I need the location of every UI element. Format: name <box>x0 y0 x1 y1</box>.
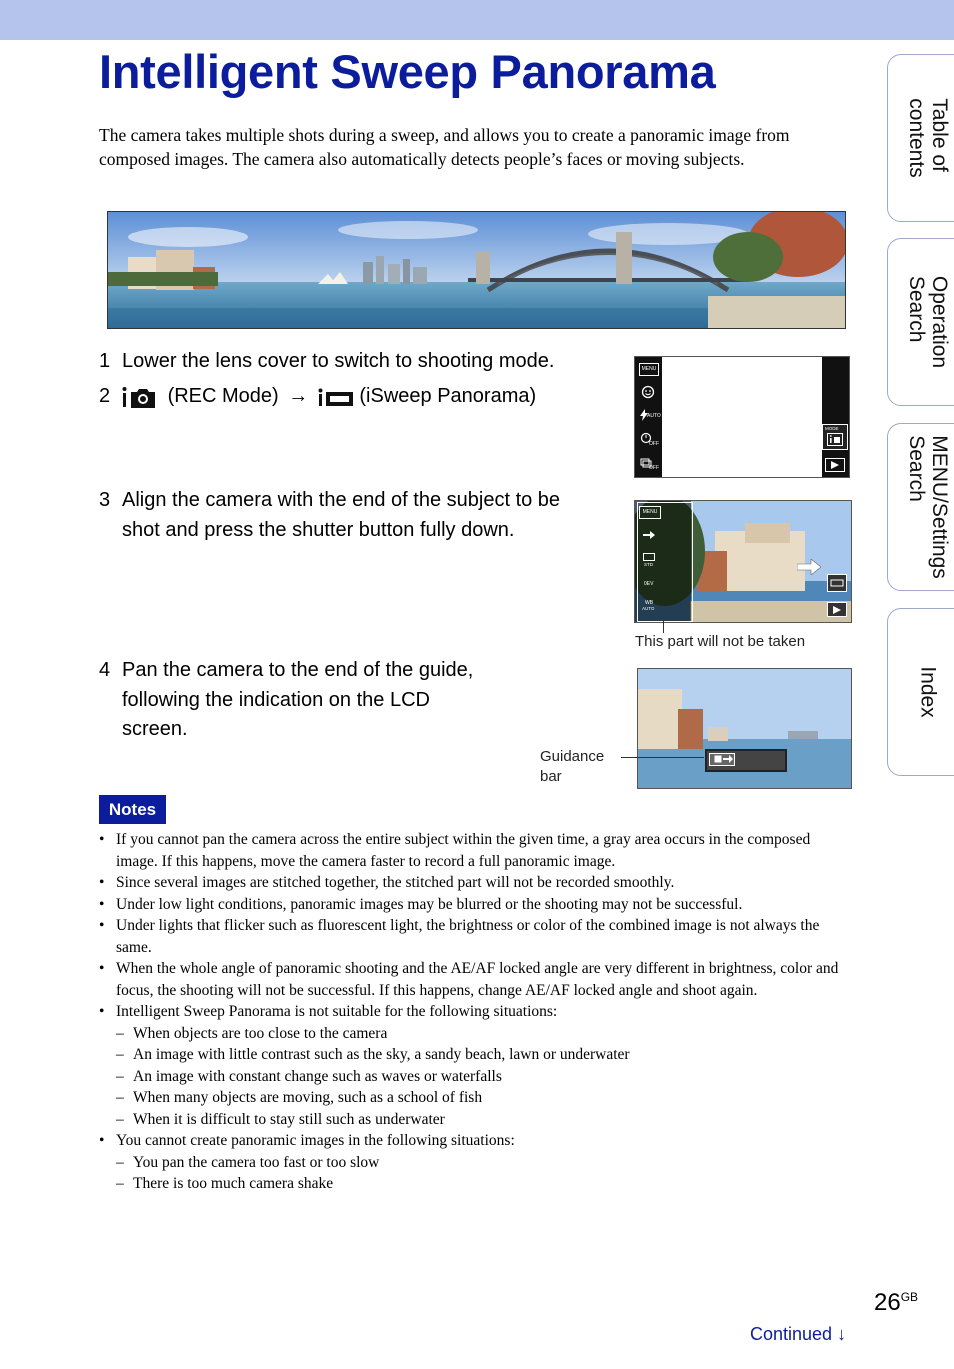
step-2 <box>99 382 619 412</box>
dash: – <box>116 1110 124 1128</box>
frame-icon <box>714 755 722 763</box>
rec-mode-label: (REC Mode) <box>167 385 279 407</box>
lcd-menu-button[interactable]: MENU <box>639 363 659 376</box>
face-icon <box>641 385 655 399</box>
sub-item <box>116 1066 839 1088</box>
isweep-panorama-icon <box>318 386 354 408</box>
tab-label <box>905 435 951 579</box>
bullet: • <box>99 895 105 913</box>
step-4 <box>99 656 539 746</box>
dash: – <box>116 1175 124 1192</box>
lcd-mode-screen <box>634 356 850 478</box>
bullet: • <box>99 917 105 934</box>
note-item <box>99 958 839 1001</box>
guidance-caption <box>540 747 604 787</box>
panorama-photo <box>107 211 846 329</box>
step-text-line: Pan the camera to the end of the guide, <box>122 659 474 681</box>
cannot-create-list <box>116 1152 839 1195</box>
tab-menu-settings-search[interactable] <box>887 423 954 591</box>
tab-label-line: Table of <box>928 98 951 172</box>
lcd-panorama-start <box>634 500 852 623</box>
continued-link[interactable] <box>750 1324 846 1345</box>
wb-mode-label: AUTO <box>642 606 655 611</box>
tab-table-of-contents[interactable] <box>887 54 954 222</box>
step-number: 1 <box>99 350 111 372</box>
wb-label: WB <box>645 600 654 606</box>
tab-label-line: MENU/Settings <box>928 435 951 579</box>
bullet: • <box>99 831 105 848</box>
image-size-label: STD <box>644 562 653 567</box>
lcd-playback-button[interactable] <box>827 602 847 617</box>
flash-mode-label: AUTO <box>647 413 661 419</box>
notes-list <box>99 829 839 1195</box>
sub-item <box>116 1087 839 1109</box>
unsuitable-situations-list <box>116 1023 839 1131</box>
not-taken-caption: This part will not be taken <box>635 633 806 650</box>
isweep-label: (iSweep Panorama) <box>359 385 537 407</box>
page-suffix: GB <box>900 1290 919 1304</box>
image-size-icon <box>643 553 655 561</box>
step-text-line: screen. <box>122 718 188 740</box>
step-text: Lower the lens cover to switch to shooting mode. <box>122 350 555 372</box>
note-text: If you cannot pan the camera across the entire subject within the given time, a gray area occurs in the composed image. If this happens, move the camera faster to record a full panoramic image. <box>116 831 811 870</box>
sub-text: When objects are too close to the camera <box>133 1024 388 1042</box>
step-number: 4 <box>99 659 111 681</box>
note-text: Since several images are stitched together, the stitched part will not be recorded smoothly. <box>116 874 675 891</box>
note-text: When the whole angle of panoramic shooting and the AE/AF locked angle are very different in brightness, color and focus, the shooting will not be successful. If this happens, change AE/AF locked angle and shoot again. <box>116 960 839 999</box>
step-1 <box>99 347 619 377</box>
sub-text: You pan the camera too fast or too slow <box>133 1153 380 1171</box>
tab-label-line: Operation <box>928 275 951 369</box>
note-item <box>99 1001 839 1130</box>
continued-label: Continued <box>750 1324 833 1344</box>
note-item <box>99 894 839 916</box>
pan-direction-arrow-icon <box>797 559 821 575</box>
dash: – <box>116 1153 124 1171</box>
sweep-mode-icon <box>827 574 847 592</box>
page-number-value: 26 <box>874 1289 901 1316</box>
step-number: 3 <box>99 489 111 511</box>
lcd-menu-button[interactable]: MENU <box>639 506 661 519</box>
sub-item <box>116 1044 839 1066</box>
note-text: Intelligent Sweep Panorama is not suitable for the following situations: <box>116 1003 558 1020</box>
bullet: • <box>99 1132 105 1149</box>
bullet: • <box>99 1003 105 1020</box>
rec-mode-icon <box>122 384 162 410</box>
direction-icon <box>643 531 655 539</box>
step-3 <box>99 486 619 546</box>
sub-item <box>116 1023 839 1045</box>
burst-label: OFF <box>649 465 659 471</box>
dash: – <box>116 1067 124 1085</box>
note-text: You cannot create panoramic images in the following situations: <box>116 1132 515 1149</box>
tab-label-line: Index <box>916 666 940 718</box>
play-icon <box>831 461 840 469</box>
sub-text: An image with constant change such as waves or waterfalls <box>133 1067 502 1085</box>
tab-label-line: contents <box>905 98 928 178</box>
dash: – <box>116 1024 124 1042</box>
arrow-icon: → <box>288 385 309 407</box>
bullet: • <box>99 874 105 891</box>
bullet: • <box>99 960 105 977</box>
step-text-line: shot and press the shutter button fully down. <box>122 518 515 541</box>
tab-label <box>905 276 951 368</box>
sub-item <box>116 1109 839 1131</box>
guidance-caption-line: bar <box>540 768 562 785</box>
sub-text: When it is difficult to stay still such as underwater <box>133 1110 445 1128</box>
step-text-line: Align the camera with the end of the subject to be <box>122 489 561 511</box>
sub-text: An image with little contrast such as the sky, a sandy beach, lawn or underwater <box>133 1046 630 1063</box>
callout-line <box>621 757 704 758</box>
note-item <box>99 872 839 894</box>
page-title: Intelligent Sweep Panorama <box>99 45 716 98</box>
guidance-caption-line: Guidance <box>540 748 605 765</box>
step-number: 2 <box>99 385 111 407</box>
notes-heading: Notes <box>99 795 166 824</box>
note-item <box>99 1130 839 1195</box>
dash: – <box>116 1089 124 1106</box>
arrow-right-icon <box>723 755 733 763</box>
tab-index[interactable] <box>887 608 954 776</box>
intro-paragraph: The camera takes multiple shots during a sweep, and allows you to create a panoramic image from composed images. The camera also automatically detects people’s faces or moving subjects. <box>99 125 790 169</box>
sub-item <box>116 1173 839 1195</box>
sub-text: There is too much camera shake <box>133 1175 334 1192</box>
note-text: Under lights that flicker such as fluorescent light, the brightness or color of the combined image is not always the same. <box>116 917 820 956</box>
mode-label: MODE <box>825 426 839 431</box>
note-item <box>99 829 839 872</box>
ev-label: 0EV <box>644 581 654 587</box>
note-text: Under low light conditions, panoramic images may be blurred or the shooting may not be successful. <box>116 895 743 913</box>
lcd-panning <box>637 668 852 789</box>
self-timer-label: OFF <box>649 441 659 447</box>
tab-label-line: Search <box>905 275 928 343</box>
tab-operation-search[interactable] <box>887 238 954 406</box>
dash: – <box>116 1046 124 1063</box>
intelligent-auto-icon <box>827 433 843 446</box>
tab-label-line: Search <box>905 435 928 502</box>
guidance-bar <box>705 749 787 772</box>
play-icon <box>833 606 842 614</box>
header-band <box>0 0 954 40</box>
note-item <box>99 915 839 958</box>
down-arrow-icon: ↓ <box>837 1324 847 1344</box>
sub-item <box>116 1152 839 1174</box>
lcd-playback-button[interactable] <box>825 458 845 472</box>
step-text-line: following the indication on the LCD <box>122 688 430 711</box>
tab-label <box>905 98 951 177</box>
sub-text: When many objects are moving, such as a school of fish <box>133 1089 483 1106</box>
lcd-mode-button[interactable] <box>822 424 848 450</box>
tab-label <box>917 666 940 717</box>
page-number <box>874 1289 918 1317</box>
